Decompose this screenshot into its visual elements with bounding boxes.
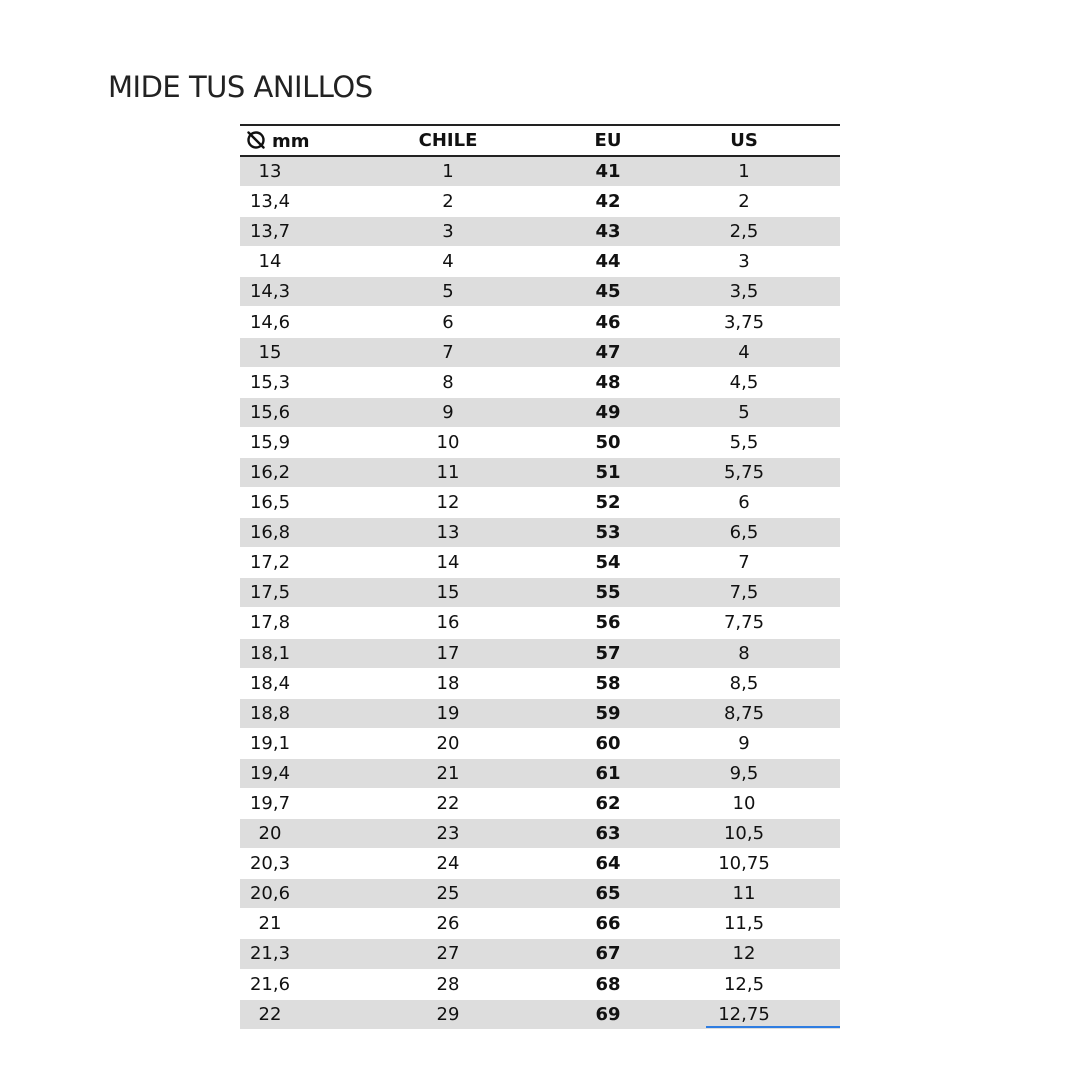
cell-us: 6 [648,488,840,518]
cell-chile: 11 [328,457,568,487]
table-row [240,548,840,578]
cell-chile: 8 [328,367,568,397]
table-row [240,879,840,909]
cell-chile: 1 [328,156,568,187]
cell-us: 5,75 [648,457,840,487]
cell-us: 9,5 [648,758,840,788]
table-row [240,156,840,187]
cell-eu: 57 [568,638,648,668]
cell-chile: 5 [328,277,568,307]
cell-eu: 44 [568,247,648,277]
cell-us: 6,5 [648,518,840,548]
cell-chile: 12 [328,488,568,518]
cell-chile: 10 [328,427,568,457]
cell-eu: 63 [568,819,648,849]
cell-mm: 18,4 [240,668,328,698]
cell-chile: 18 [328,668,568,698]
cell-mm: 15,6 [240,397,328,427]
cell-us: 4,5 [648,367,840,397]
cell-mm: 19,7 [240,788,328,818]
table-row [240,337,840,367]
cell-eu: 62 [568,788,648,818]
header-mm [240,125,328,156]
table-row [240,277,840,307]
cell-chile: 13 [328,518,568,548]
table-body [240,156,840,1029]
cell-eu: 50 [568,427,648,457]
table-row [240,217,840,247]
cell-mm: 20,3 [240,849,328,879]
cell-mm: 17,5 [240,578,328,608]
cell-eu: 61 [568,758,648,788]
cell-mm: 21,3 [240,939,328,969]
table-row [240,849,840,879]
cell-chile: 19 [328,698,568,728]
table-row [240,307,840,337]
header-chile: CHILE [328,125,568,156]
page-title: MIDE TUS ANILLOS [108,70,373,104]
table-row [240,909,840,939]
cell-eu: 67 [568,939,648,969]
cell-eu: 45 [568,277,648,307]
diameter-icon [246,130,266,150]
cell-us: 7,5 [648,578,840,608]
table-row [240,187,840,217]
table-row [240,488,840,518]
cell-chile: 26 [328,909,568,939]
cell-chile: 7 [328,337,568,367]
cell-chile: 27 [328,939,568,969]
cell-mm: 20,6 [240,879,328,909]
cell-eu: 48 [568,367,648,397]
cell-chile: 4 [328,247,568,277]
table-row [240,939,840,969]
table-row [240,999,840,1029]
table-row [240,397,840,427]
cell-eu: 56 [568,608,648,638]
cell-mm: 14 [240,247,328,277]
cell-eu: 53 [568,518,648,548]
table-row [240,367,840,397]
cell-us: 8,5 [648,668,840,698]
cell-mm: 20 [240,819,328,849]
cell-eu: 60 [568,728,648,758]
cell-mm: 15 [240,337,328,367]
cell-mm: 19,1 [240,728,328,758]
cell-mm: 15,9 [240,427,328,457]
cell-us: 3,75 [648,307,840,337]
cell-mm: 19,4 [240,758,328,788]
cell-us: 10,5 [648,819,840,849]
cell-chile: 25 [328,879,568,909]
cell-chile: 14 [328,548,568,578]
cell-chile: 15 [328,578,568,608]
cell-us: 7 [648,548,840,578]
cell-eu: 64 [568,849,648,879]
table-row [240,518,840,548]
table-header [240,125,840,156]
table-row [240,578,840,608]
cell-chile: 6 [328,307,568,337]
table-row [240,247,840,277]
ring-size-table [240,124,840,1030]
cell-chile: 29 [328,999,568,1029]
cell-eu: 49 [568,397,648,427]
cell-eu: 46 [568,307,648,337]
cell-mm: 15,3 [240,367,328,397]
table-row [240,457,840,487]
cell-chile: 23 [328,819,568,849]
table-row [240,788,840,818]
cell-chile: 2 [328,187,568,217]
cell-chile: 9 [328,397,568,427]
cell-chile: 22 [328,788,568,818]
table-row [240,758,840,788]
cell-eu: 66 [568,909,648,939]
cell-eu: 41 [568,156,648,187]
cell-us: 4 [648,337,840,367]
cell-mm: 13,7 [240,217,328,247]
cell-mm: 21 [240,909,328,939]
cell-us: 12,5 [648,969,840,999]
cell-mm: 17,8 [240,608,328,638]
cell-mm: 16,5 [240,488,328,518]
table-row [240,638,840,668]
table-row [240,698,840,728]
cell-eu: 52 [568,488,648,518]
table-row [240,819,840,849]
cell-chile: 24 [328,849,568,879]
cell-eu: 65 [568,879,648,909]
cell-us: 12,75 [648,999,840,1029]
cell-mm: 16,2 [240,457,328,487]
cell-us: 2 [648,187,840,217]
cell-us: 10 [648,788,840,818]
cell-chile: 21 [328,758,568,788]
cell-us: 7,75 [648,608,840,638]
cell-eu: 47 [568,337,648,367]
table-row [240,608,840,638]
cell-us: 1 [648,156,840,187]
cell-us: 11,5 [648,909,840,939]
table-row [240,728,840,758]
cell-us: 8,75 [648,698,840,728]
cell-us: 2,5 [648,217,840,247]
cell-eu: 68 [568,969,648,999]
footer-divider [706,1026,840,1028]
cell-eu: 69 [568,999,648,1029]
cell-eu: 55 [568,578,648,608]
cell-mm: 17,2 [240,548,328,578]
cell-us: 5 [648,397,840,427]
cell-us: 9 [648,728,840,758]
cell-mm: 13 [240,156,328,187]
cell-chile: 16 [328,608,568,638]
cell-chile: 3 [328,217,568,247]
table-row [240,668,840,698]
table-row [240,969,840,999]
cell-eu: 59 [568,698,648,728]
cell-us: 5,5 [648,427,840,457]
header-eu: EU [568,125,648,156]
cell-mm: 14,3 [240,277,328,307]
cell-us: 12 [648,939,840,969]
cell-mm: 22 [240,999,328,1029]
cell-mm: 13,4 [240,187,328,217]
cell-chile: 20 [328,728,568,758]
cell-us: 10,75 [648,849,840,879]
cell-mm: 21,6 [240,969,328,999]
cell-us: 3,5 [648,277,840,307]
cell-us: 8 [648,638,840,668]
cell-eu: 54 [568,548,648,578]
cell-mm: 18,1 [240,638,328,668]
cell-eu: 42 [568,187,648,217]
header-row [240,125,840,156]
table-row [240,427,840,457]
cell-us: 3 [648,247,840,277]
cell-mm: 18,8 [240,698,328,728]
cell-eu: 51 [568,457,648,487]
cell-eu: 43 [568,217,648,247]
cell-mm: 14,6 [240,307,328,337]
cell-us: 11 [648,879,840,909]
header-us: US [648,125,840,156]
cell-eu: 58 [568,668,648,698]
cell-chile: 17 [328,638,568,668]
header-mm-label: mm [272,130,310,152]
cell-mm: 16,8 [240,518,328,548]
cell-chile: 28 [328,969,568,999]
